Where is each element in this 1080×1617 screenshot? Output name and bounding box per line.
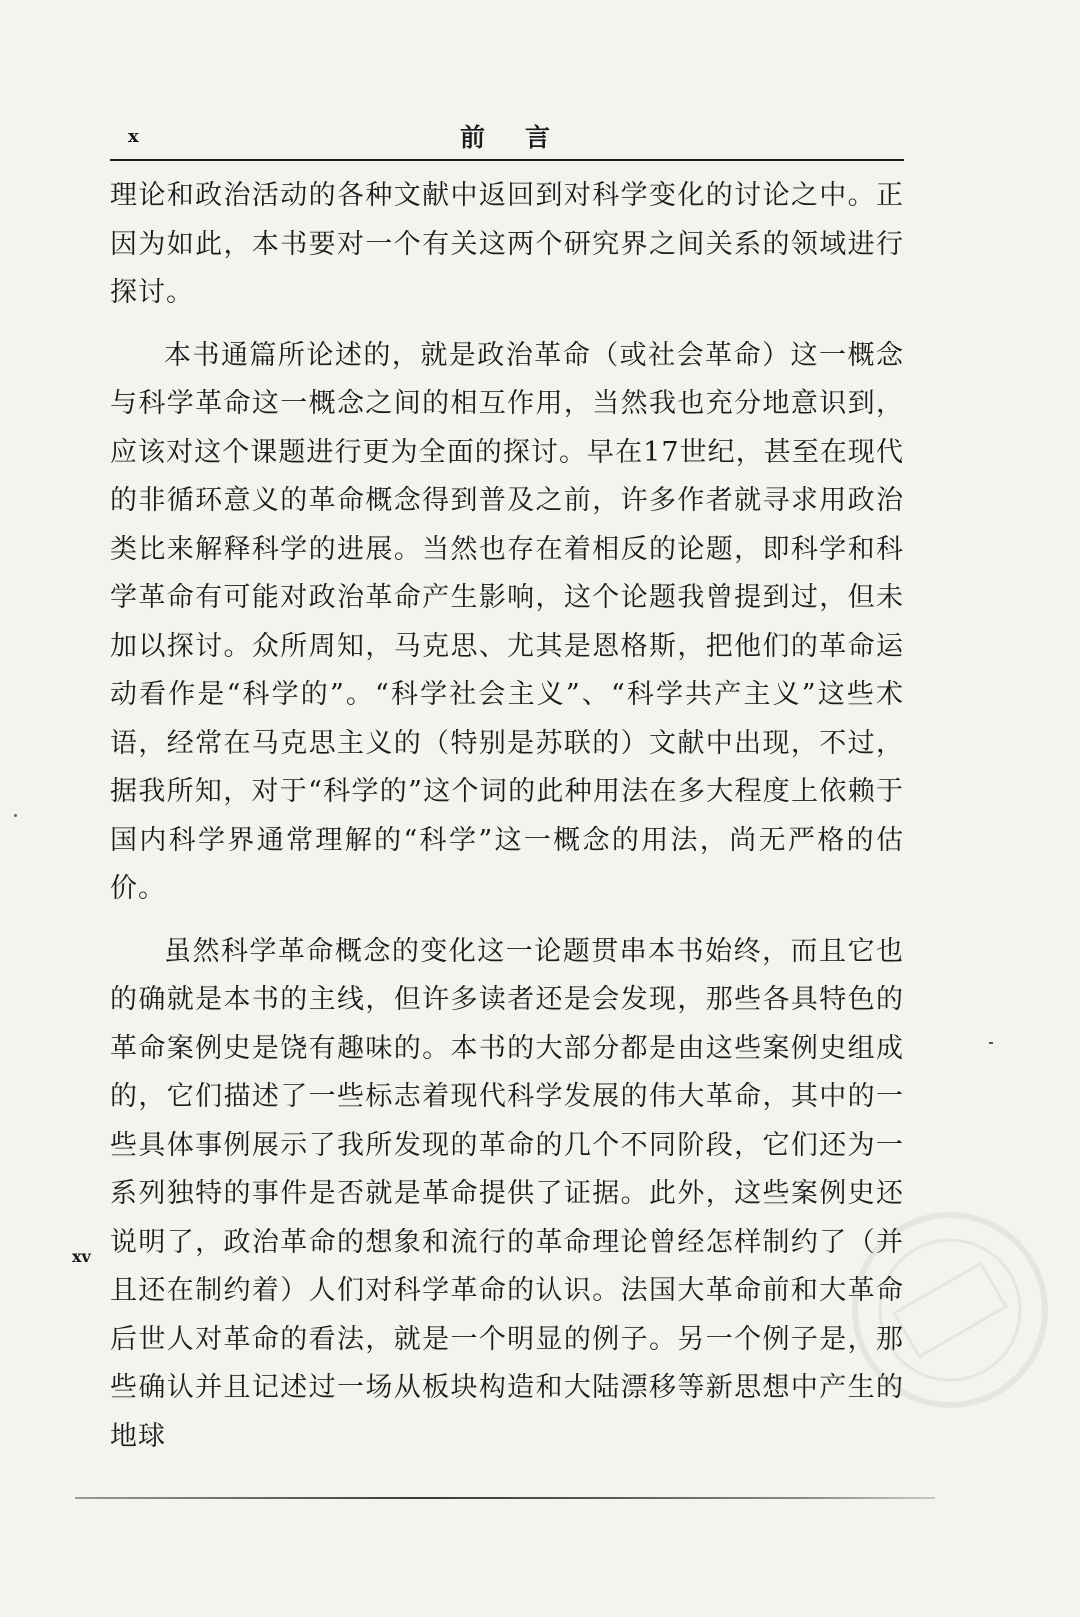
margin-page-reference: xv xyxy=(72,1247,91,1266)
body-text xyxy=(110,172,904,1475)
page-header xyxy=(110,118,904,158)
library-stamp-watermark xyxy=(830,1190,1070,1430)
running-title: 前言 xyxy=(460,123,591,152)
page-number: x xyxy=(128,126,139,147)
paragraph-political-revolution: 本书通篇所论述的，就是政治革命（或社会革命）这一概念与科学革命这一概念之间的相互作用，当然我也充分地意识到，应该对这个课题进行更为全面的探讨。早在17世纪，甚至在现代的非循环意义的革命概念得到普及之前，许多作者就寻求用政治类比来解释科学的进展。当然也存在着相反的论题，即科学和科学革命有可能对政治革命产生影响，这个论题我曾提到过，但未加以探讨。众所周知，马克思、尤其是恩格斯，把他们的革命运动看作是“科学的”。“科学社会主义”、“科学共产主义”这些术语，经常在马克思主义的（特别是苏联的）文献中出现，不过，据我所知，对于“科学的”这个词的此种用法在多大程度上依赖于国内科学界通常理解的“科学”这一概念的用法，尚无严格的估价。 xyxy=(110,339,904,904)
scan-speck xyxy=(989,1042,993,1044)
scan-speck xyxy=(14,814,17,817)
paragraph-continued: 理论和政治活动的各种文献中返回到对科学变化的讨论之中。正因为如此，本书要对一个有关这两个研究界之间关系的领域进行探讨。 xyxy=(110,180,904,308)
paragraph-case-histories: 虽然科学革命概念的变化这一论题贯串本书始终，而且它也的确就是本书的主线，但许多读者还是会发现，那些各具特色的革命案例史是饶有趣味的。本书的大部分都是由这些案例史组成的，它们描述了一些标志着现代科学发展的伟大革命，其中的一些具体事例展示了我所发现的革命的几个不同阶段，它们还为一系列独特的事件是否就是革命提供了证据。此外，这些案例史还说明了，政治革命的想象和流行的革命理论曾经怎样制约了（并且还在制约着）人们对科学革命的认识。法国大革命前和大革命后世人对革命的看法，就是一个明显的例子。另一个例子是，那些确认并且记述过一场从板块构造和大陆漂移等新思想中产生的地球 xyxy=(110,935,904,1452)
scan-bottom-edge xyxy=(75,1497,935,1499)
header-rule xyxy=(110,159,904,161)
